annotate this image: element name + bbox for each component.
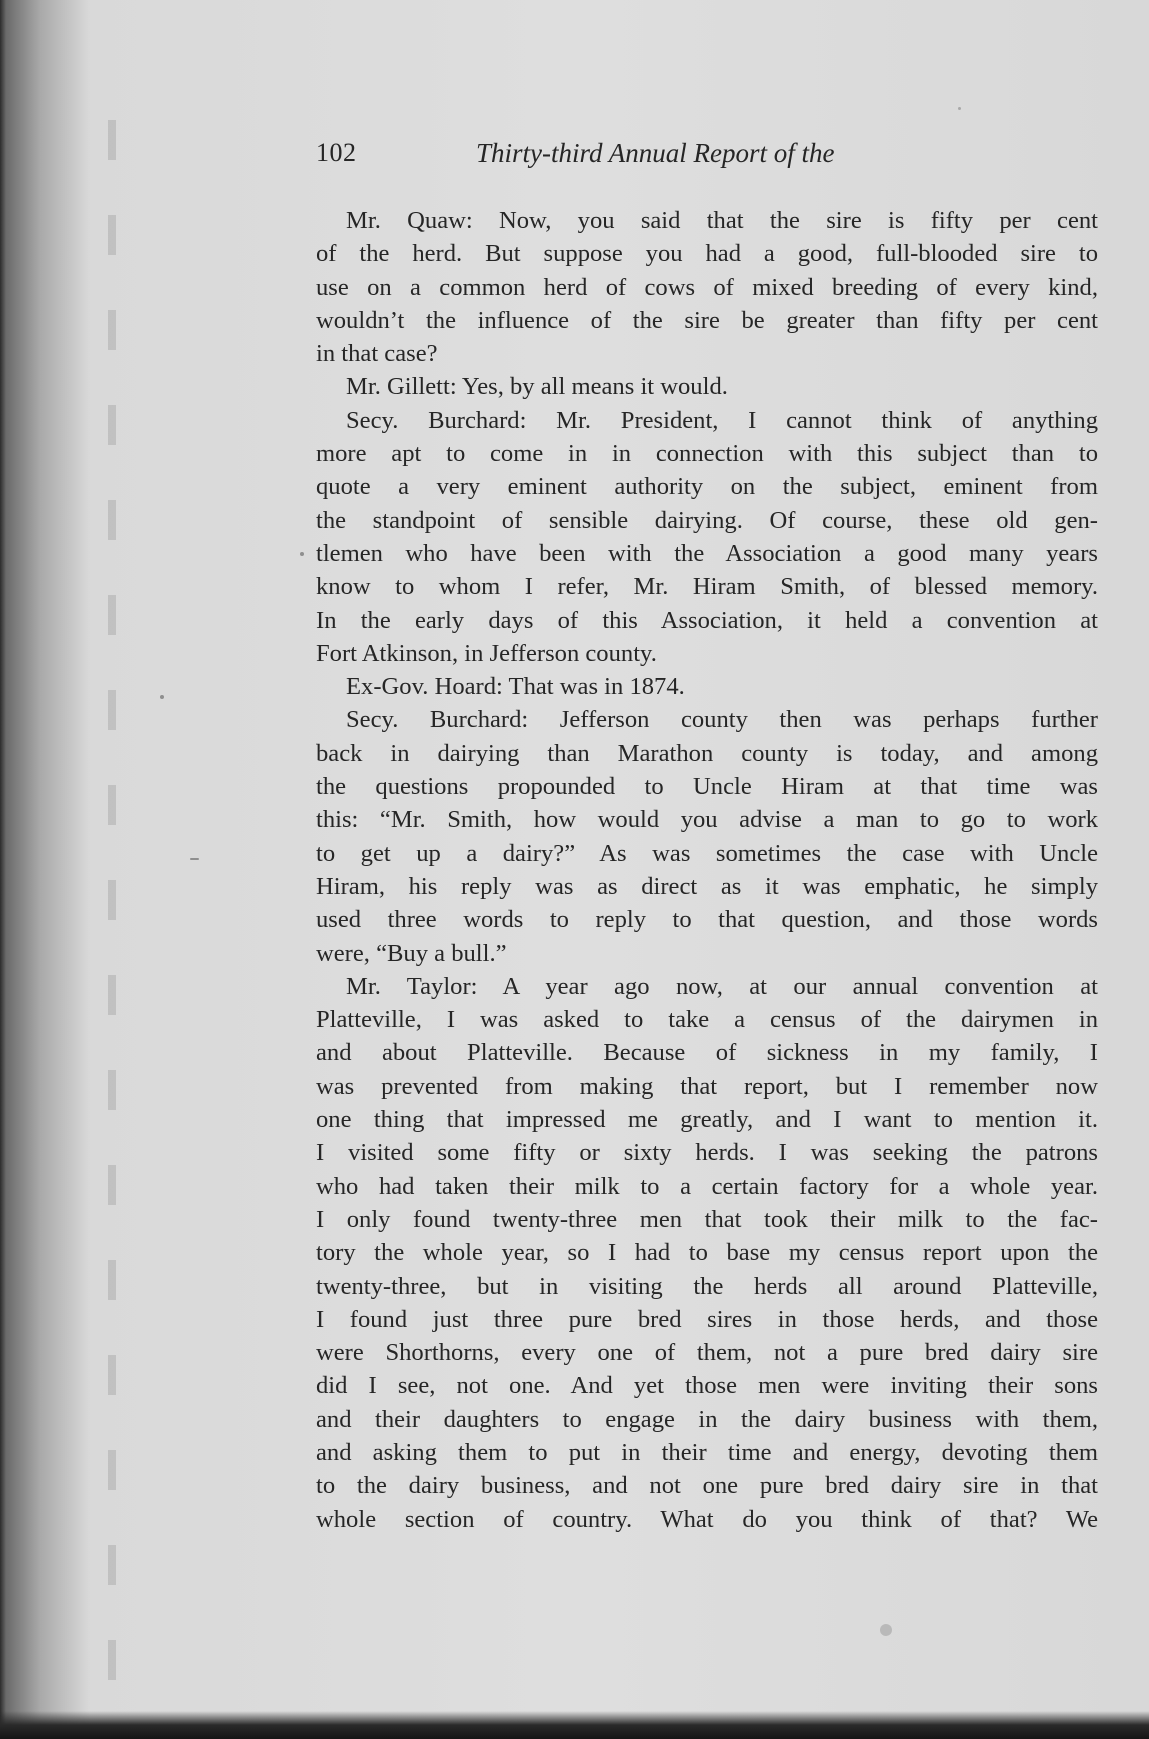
text-line: were Shorthorns, every one of them, not a pure bred dairy sire <box>316 1339 1098 1367</box>
text-line: Secy. Burchard: Mr. President, I cannot think of anything <box>346 406 1098 434</box>
scan-speck <box>160 695 164 699</box>
scan-speck <box>300 552 304 556</box>
text-line: in that case? <box>316 340 438 368</box>
text-line: of the herd. But suppose you had a good, full-blooded sire to <box>316 240 1098 268</box>
text-line: to get up a dairy?” As was sometimes the case with Uncle <box>316 839 1098 867</box>
text-line: whole section of country. What do you think of that? We <box>316 1505 1098 1533</box>
scan-speck <box>958 107 961 110</box>
page-number: 102 <box>316 138 357 167</box>
text-line: the standpoint of sensible dairying. Of course, these old gen- <box>316 506 1098 534</box>
text-line: and their daughters to engage in the dairy business with them, <box>316 1405 1098 1433</box>
text-line: I only found twenty-three men that took their milk to the fac- <box>316 1205 1098 1233</box>
text-line: this: “Mr. Smith, how would you advise a man to go to work <box>316 806 1098 834</box>
text-line: Hiram, his reply was as direct as it was emphatic, he simply <box>316 872 1098 900</box>
text-line: to the dairy business, and not one pure bred dairy sire in that <box>316 1472 1098 1500</box>
scan-speck <box>880 1624 892 1636</box>
text-line: used three words to reply to that question, and those words <box>316 906 1098 934</box>
text-line: did I see, not one. And yet those men were inviting their sons <box>316 1372 1098 1400</box>
text-line: Mr. Taylor: A year ago now, at our annual convention at <box>346 972 1098 1000</box>
text-line: back in dairying than Marathon county is today, and among <box>316 739 1098 767</box>
text-line: the questions propounded to Uncle Hiram at that time was <box>316 773 1098 801</box>
text-line: and about Platteville. Because of sickness in my family, I <box>316 1039 1098 1067</box>
text-line: Secy. Burchard: Jefferson county then was perhaps further <box>346 706 1098 734</box>
text-line: Mr. Gillett: Yes, by all means it would. <box>346 373 728 401</box>
text-line: quote a very eminent authority on the subject, eminent from <box>316 473 1098 501</box>
text-line: one thing that impressed me greatly, and I want to mention it. <box>316 1106 1098 1134</box>
text-line: Platteville, I was asked to take a census of the dairymen in <box>316 1006 1098 1034</box>
text-line: and asking them to put in their time and energy, devoting them <box>316 1438 1098 1466</box>
text-line: twenty-three, but in visiting the herds all around Platteville, <box>316 1272 1098 1300</box>
text-line: I visited some fifty or sixty herds. I was seeking the patrons <box>316 1139 1098 1167</box>
text-line: were, “Buy a bull.” <box>316 939 507 967</box>
text-line: Fort Atkinson, in Jefferson county. <box>316 639 657 667</box>
text-line: wouldn’t the influence of the sire be greater than fifty per cent <box>316 306 1098 334</box>
text-line: I found just three pure bred sires in those herds, and those <box>316 1305 1098 1333</box>
running-head: Thirty-third Annual Report of the <box>476 138 835 168</box>
scan-speck <box>190 858 199 860</box>
page-header <box>316 138 936 178</box>
text-line: was prevented from making that report, but I remember now <box>316 1072 1098 1100</box>
binding-edge <box>108 120 116 1700</box>
text-line: tlemen who have been with the Association a good many years <box>316 539 1098 567</box>
text-line: more apt to come in in connection with this subject than to <box>316 440 1098 468</box>
text-line: know to whom I refer, Mr. Hiram Smith, of blessed memory. <box>316 573 1098 601</box>
text-line: Mr. Quaw: Now, you said that the sire is fifty per cent <box>346 207 1098 234</box>
scan-bottom-shadow <box>0 1711 1149 1739</box>
text-line: In the early days of this Association, it held a convention at <box>316 606 1098 634</box>
text-line: tory the whole year, so I had to base my census report upon the <box>316 1239 1098 1267</box>
text-line: use on a common herd of cows of mixed breeding of every kind, <box>316 273 1098 301</box>
text-line: who had taken their milk to a certain factory for a whole year. <box>316 1172 1098 1200</box>
body-text <box>316 204 1098 1536</box>
text-line: Ex-Gov. Hoard: That was in 1874. <box>346 673 685 701</box>
